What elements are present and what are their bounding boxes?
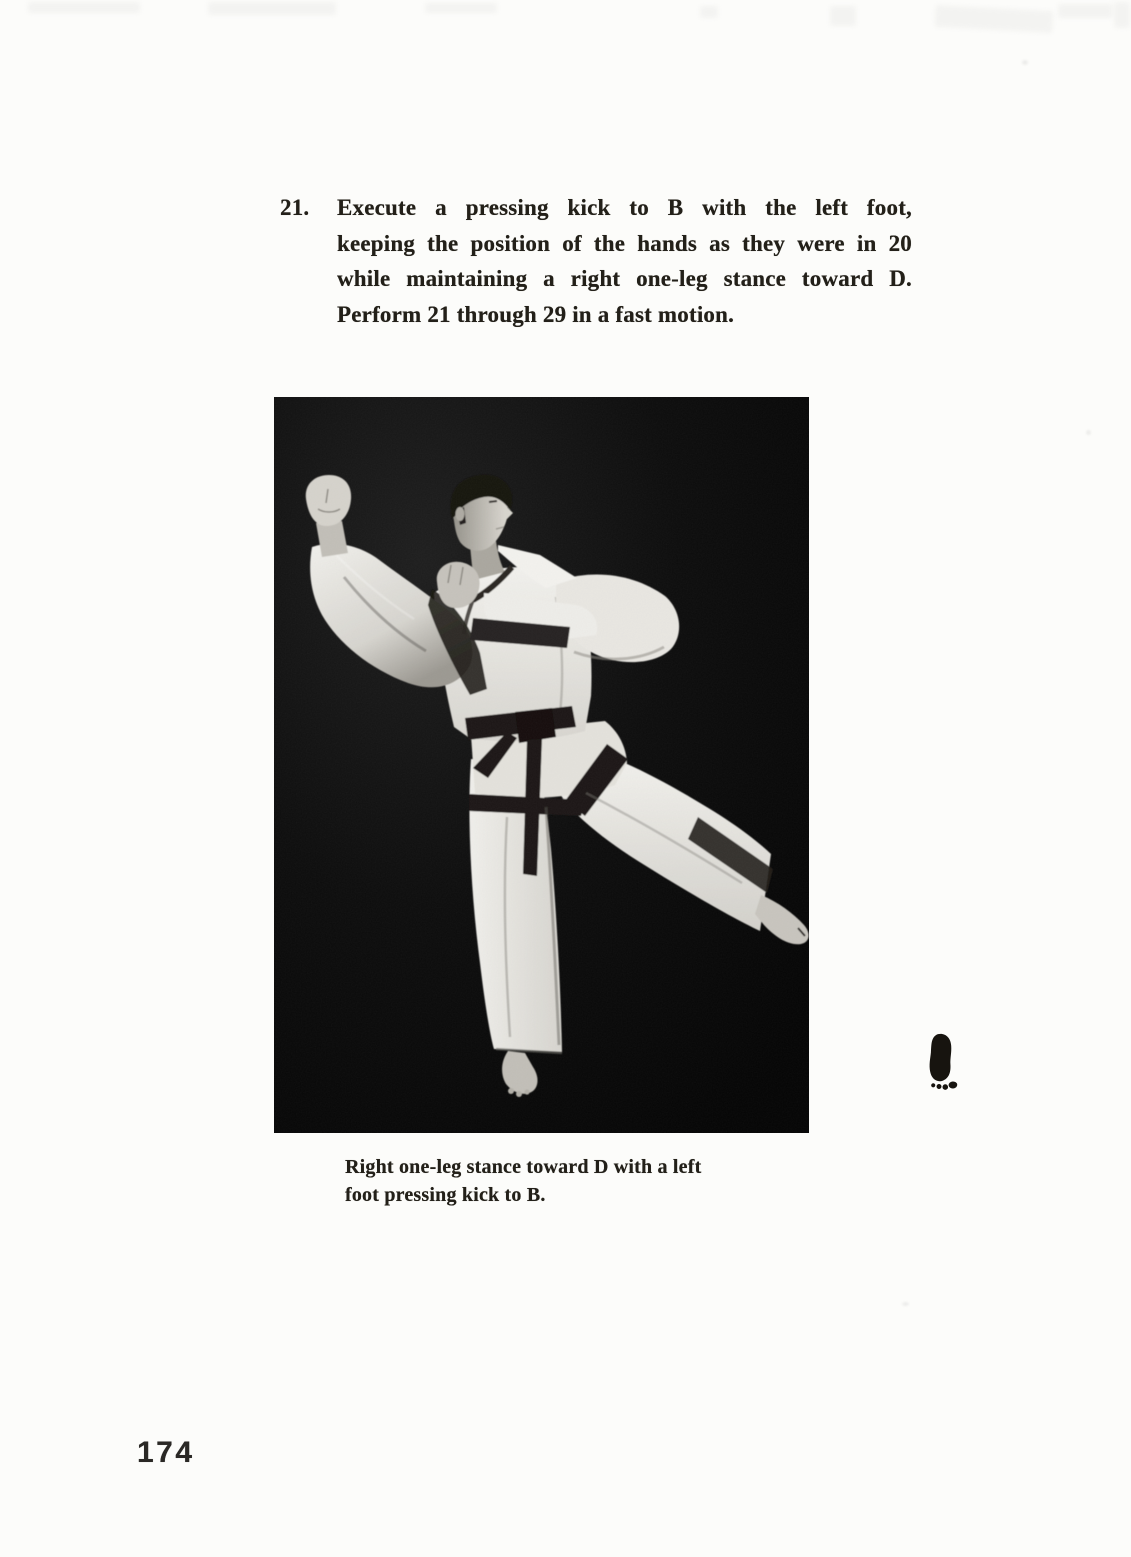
scan-smudge <box>425 3 497 13</box>
scan-speck <box>902 1302 909 1306</box>
footprint-big-toe <box>948 1081 957 1089</box>
scan-smudge <box>935 5 1054 33</box>
footprint-toe <box>936 1084 941 1089</box>
footprint-icon-glyph <box>919 1032 963 1095</box>
instruction-number: 21. <box>280 195 310 220</box>
martial-artist-photo <box>274 397 809 1133</box>
photo-grain <box>274 397 809 1133</box>
scan-smudge <box>700 6 718 18</box>
caption-line: Right one-leg stance toward D with a left <box>345 1156 702 1178</box>
footprint-toe <box>931 1083 935 1087</box>
scan-speck <box>1086 430 1091 435</box>
scan-smudge <box>28 2 140 13</box>
instruction-line: Execute a pressing kick to B with the left foot, <box>337 195 912 220</box>
page-number: 174 <box>137 1436 195 1469</box>
pressing-kick-figure <box>274 397 809 1133</box>
footprint-toe <box>942 1084 948 1090</box>
instruction-text <box>337 190 912 332</box>
scan-smudge <box>1058 4 1113 18</box>
instruction-line: keeping the position of the hands as they were in 20 <box>337 230 912 256</box>
footprint-icon <box>919 1032 963 1095</box>
scan-smudge <box>830 6 856 26</box>
instruction-line: Perform 21 through 29 in a fast motion. <box>337 301 735 327</box>
scan-speck <box>1022 60 1028 65</box>
caption-line: foot pressing kick to B. <box>345 1184 546 1206</box>
scan-smudge <box>208 2 336 15</box>
instruction-line: while maintaining a right one-leg stance toward D. <box>337 266 912 291</box>
instruction-block <box>280 190 912 332</box>
photo-caption <box>345 1153 805 1209</box>
footprint-sole <box>927 1033 953 1082</box>
scan-smudge <box>1114 2 1130 28</box>
